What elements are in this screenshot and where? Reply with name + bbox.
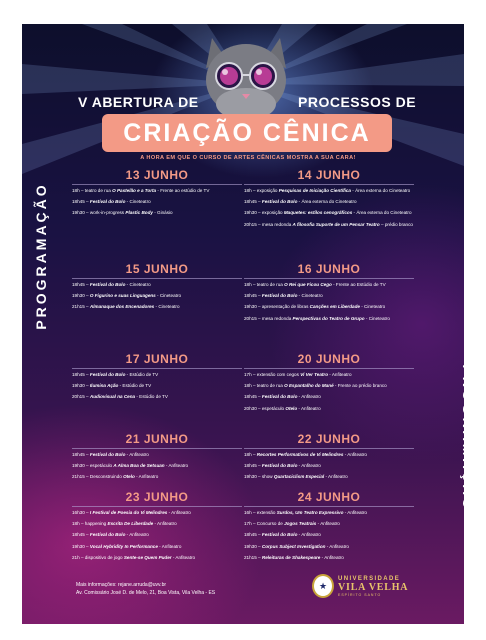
event-location: - Cineteatro xyxy=(155,293,182,299)
event-time: 18h45 – xyxy=(244,199,262,205)
event-item xyxy=(72,372,242,378)
day-title: 20 JUNHO xyxy=(297,352,361,366)
event-location: - Anfiteatro xyxy=(171,554,196,560)
event-location: – prédio branco xyxy=(379,221,413,227)
day-block-21-junho xyxy=(72,432,242,486)
event-item xyxy=(244,188,414,194)
event-location: - Anfiteatro xyxy=(164,463,189,469)
event-time: 18h – xyxy=(244,452,257,457)
day-divider xyxy=(72,278,242,279)
event-item xyxy=(72,521,242,527)
event-title: Perspectivas do Teatro de Grupo xyxy=(292,315,365,321)
event-title: Quartaciclism Especial xyxy=(273,474,325,480)
event-item xyxy=(244,510,414,516)
day-divider xyxy=(244,506,414,507)
event-item xyxy=(244,452,414,458)
event-title: O Pastelão e a Torta xyxy=(112,188,157,193)
event-title: Otelo xyxy=(123,474,135,480)
event-time: 18h45 – xyxy=(72,532,90,538)
event-title: Festival do Bolo xyxy=(261,532,298,538)
event-title: Releituras de Shakespeare xyxy=(261,554,321,560)
event-location: - Área externa do Cineteatro xyxy=(297,199,357,205)
event-time: 19h30 – xyxy=(72,293,90,299)
day-title: 15 JUNHO xyxy=(125,262,189,276)
event-item xyxy=(244,304,414,310)
event-item xyxy=(244,383,414,389)
day-block-24-junho xyxy=(244,490,414,566)
event-time: 19h30 – xyxy=(72,383,90,389)
event-title: Vocal Hybridity In Performance xyxy=(89,543,158,549)
event-location: - Anfiteatro xyxy=(153,521,177,527)
day-divider xyxy=(244,368,414,369)
event-title: Festival do Bolo xyxy=(261,463,298,469)
event-time: 18h45 – xyxy=(244,394,262,400)
event-item xyxy=(72,532,242,538)
event-title: A filosofia Suporte de um Pensar Teatro xyxy=(292,221,380,227)
footer-address: Av. Comissário José D. de Melo, 21, Boa Vista, Vila Velha - ES xyxy=(76,590,216,596)
side-label-left: PROGRAMAÇÃO xyxy=(33,182,49,330)
day-title: 17 JUNHO xyxy=(125,352,189,366)
event-location: - Anfiteatro xyxy=(134,474,159,480)
event-title: Surdos, Um Teatro Expressivo xyxy=(276,510,344,515)
event-time: 18h – exposição xyxy=(244,188,279,193)
event-title: Sente-se Quem Puder xyxy=(123,554,172,560)
event-time: 16h – extensão xyxy=(244,510,277,515)
event-item xyxy=(72,452,242,458)
day-block-14-junho xyxy=(244,168,414,233)
event-location: - Anfiteatro xyxy=(297,532,321,538)
event-item xyxy=(72,510,242,516)
day-block-17-junho xyxy=(72,352,242,406)
event-location: - Anfiteatro xyxy=(343,452,367,457)
header-left-title: V ABERTURA DE xyxy=(78,94,199,110)
event-item xyxy=(244,463,414,469)
event-time: 18h45 – xyxy=(244,463,262,469)
event-location: - Área externa do Cineteatro xyxy=(351,188,411,193)
event-title: Festival do Bolo xyxy=(89,199,126,205)
event-item xyxy=(72,383,242,389)
event-time: 18h – teatro de rua xyxy=(244,383,285,389)
event-item xyxy=(244,532,414,538)
event-item xyxy=(244,555,414,561)
event-item xyxy=(72,199,242,205)
event-location: - Estúdio de TV xyxy=(118,383,152,389)
event-item xyxy=(72,282,242,288)
event-title: Corpus Subject Investigation xyxy=(261,543,326,549)
event-title: Almanaque dos Encenadores xyxy=(89,304,155,310)
day-block-23-junho xyxy=(72,490,242,566)
event-location: - Anfiteatro xyxy=(343,510,367,515)
title-banner xyxy=(102,114,392,152)
event-item xyxy=(244,406,414,412)
event-time: 20h15 – mesa redonda xyxy=(244,221,293,227)
event-title: Jogos Teatrais xyxy=(284,521,317,527)
event-location: - Anfiteatro xyxy=(157,543,182,549)
event-location: - Frente ao prédio branco xyxy=(333,383,387,389)
event-location: - Anfiteatro xyxy=(316,521,340,527)
event-title: Festival do Bolo xyxy=(89,372,126,377)
event-location: - Cineteatro xyxy=(359,304,386,310)
event-time: 18h – happening xyxy=(72,521,108,527)
event-location: - Anfiteatro xyxy=(297,394,321,400)
event-time: 19h30 – xyxy=(72,543,90,549)
event-item xyxy=(244,293,414,299)
event-title: Otelo xyxy=(285,405,298,411)
event-location: - Cineteatro xyxy=(125,282,151,287)
logo-line-3: ESPÍRITO SANTO xyxy=(338,592,382,597)
day-divider xyxy=(72,184,242,185)
day-title: 24 JUNHO xyxy=(297,490,361,504)
event-title: Escrita De Liberdade xyxy=(107,521,154,527)
event-location: - Frente ao Estúdio de TV xyxy=(331,282,386,287)
event-title: O Espantalho do Mané xyxy=(284,383,334,389)
event-item xyxy=(72,293,242,299)
event-item xyxy=(72,555,242,561)
day-block-15-junho xyxy=(72,262,242,316)
event-title: Festival do Bolo xyxy=(89,452,126,457)
header-right-title: PROCESSOS DE xyxy=(298,94,417,110)
event-item xyxy=(244,316,414,322)
event-location: - Cineteatro xyxy=(125,199,151,205)
event-title: O Figurino e suas Linguagens xyxy=(89,293,156,299)
event-title: A Alma Boa de Setsuan xyxy=(113,463,165,469)
university-crest-icon: ★ xyxy=(312,574,334,598)
day-block-22-junho xyxy=(244,432,414,486)
event-time: 17h – extensão com cegos xyxy=(244,372,301,377)
event-time: 20h15 – mesa redonda xyxy=(244,315,293,321)
side-label-right: PROGRAMAÇÃO xyxy=(460,364,476,512)
event-item xyxy=(244,372,414,378)
event-title: Recortes Performativos de Vi Melindres xyxy=(256,452,344,457)
event-location: - Anfiteatro xyxy=(328,372,352,377)
event-time: 18h45 – xyxy=(72,372,90,377)
event-title: I Festival de Poesia do Vi Melindres xyxy=(89,510,168,515)
event-item xyxy=(244,544,414,550)
event-time: 21h15 – xyxy=(244,554,262,560)
event-title: Festival do Bolo xyxy=(89,532,126,538)
event-time: 19h30 – xyxy=(244,543,262,549)
event-time: 18h – teatro de rua xyxy=(72,188,113,193)
event-time: 16h30 – xyxy=(72,510,90,515)
day-divider xyxy=(244,278,414,279)
day-title: 22 JUNHO xyxy=(297,432,361,446)
banner-title: CRIAÇÃO CÊNICA xyxy=(123,118,371,147)
event-title: Audiovisual na Cena xyxy=(89,394,136,400)
event-title: Festival do Bolo xyxy=(89,282,126,287)
event-location: - Anfiteatro xyxy=(297,405,321,411)
event-location: - Anfiteatro xyxy=(324,474,348,480)
event-location: - Frente ao estúdio de TV xyxy=(156,188,210,193)
day-divider xyxy=(72,448,242,449)
event-time: 20h15 – xyxy=(72,394,90,400)
event-item xyxy=(244,282,414,288)
event-title: Vi Ver Teatro xyxy=(300,372,329,377)
event-item xyxy=(244,210,414,216)
event-time: 18h45 – xyxy=(72,199,90,205)
event-time: 18h45 – xyxy=(72,452,90,457)
event-item xyxy=(72,463,242,469)
day-block-13-junho xyxy=(72,168,242,222)
event-time: 21h – dispositivo de jogo xyxy=(72,554,124,560)
event-item xyxy=(72,474,242,480)
event-poster xyxy=(22,24,476,624)
event-location: - Anfiteatro xyxy=(320,554,344,560)
event-location: - Anfiteatro xyxy=(297,463,321,469)
cat-with-sunglasses-image xyxy=(198,28,294,120)
day-divider xyxy=(244,448,414,449)
day-divider xyxy=(72,506,242,507)
event-item xyxy=(72,394,242,400)
event-time: 18h45 – xyxy=(72,282,90,287)
event-item xyxy=(72,210,242,216)
event-title: Canções em Liberdade xyxy=(309,304,360,310)
event-item xyxy=(72,304,242,310)
event-location: - Cineteatro xyxy=(364,315,390,321)
event-time: 20h30 – espetáculo xyxy=(244,405,286,411)
event-item xyxy=(244,474,414,480)
event-location: - Cineteatro xyxy=(154,304,180,310)
footer-info xyxy=(76,581,215,597)
event-time: 21h15 – Desconstruindo xyxy=(72,474,124,480)
event-item xyxy=(72,544,242,550)
logo-line-2: VILA VELHA xyxy=(338,581,409,593)
event-location: - Anfiteatro xyxy=(167,510,191,515)
logo-line-1: UNIVERSIDADE xyxy=(338,575,401,582)
day-divider xyxy=(244,184,414,185)
day-title: 23 JUNHO xyxy=(125,490,189,504)
event-title: Festival do Bolo xyxy=(261,293,298,299)
footer-email: Mais informações: rejane.arruda@uvv.br xyxy=(76,582,167,588)
day-title: 21 JUNHO xyxy=(125,432,189,446)
day-block-16-junho xyxy=(244,262,414,327)
event-time: 18h – teatro de rua xyxy=(244,282,285,287)
event-time: 18h45 – xyxy=(244,532,262,538)
day-block-20-junho xyxy=(244,352,414,417)
event-time: 19h30 – espetáculo xyxy=(72,463,114,469)
event-item xyxy=(244,521,414,527)
event-location: - Anfiteatro xyxy=(125,452,149,457)
event-time: 19h30 – work-in-progress xyxy=(72,210,126,216)
day-title: 14 JUNHO xyxy=(297,168,361,182)
event-item xyxy=(244,394,414,400)
event-location: - Área externa do Cineteatro xyxy=(352,210,412,216)
day-title: 13 JUNHO xyxy=(125,168,189,182)
event-item xyxy=(244,222,414,228)
event-location: - Anfiteatro xyxy=(125,532,149,538)
event-location: - Ginásio xyxy=(152,210,173,216)
event-time: 21h15 – xyxy=(72,304,90,310)
event-time: 18h45 – xyxy=(244,293,262,299)
event-time: 19h30 – exposição xyxy=(244,210,284,216)
event-item xyxy=(244,199,414,205)
event-title: O Rei que Ficou Cego xyxy=(284,282,332,287)
event-title: Ilumina Ação xyxy=(89,383,119,389)
event-title: Maquetes: estilos cenográficos xyxy=(283,210,353,216)
day-title: 16 JUNHO xyxy=(297,262,361,276)
day-divider xyxy=(72,368,242,369)
university-logo xyxy=(312,572,442,600)
event-title: Festival do Bolo xyxy=(261,394,298,400)
event-item xyxy=(72,188,242,194)
event-location: - Estúdio de TV xyxy=(135,394,168,400)
event-title: Pesquisas de Iniciação Científica xyxy=(278,188,351,193)
event-time: 17h – Concurso de xyxy=(244,521,285,527)
subtitle: A HORA EM QUE O CURSO DE ARTES CÊNICAS MOSTRA A SUA CARA! xyxy=(140,155,356,161)
event-location: - Anfiteatro xyxy=(325,543,349,549)
event-location: - Cineteatro xyxy=(297,293,323,299)
event-title: Festival do Bolo xyxy=(261,199,298,205)
event-location: - Estúdio de TV xyxy=(125,372,159,377)
event-title: Plastic Body xyxy=(125,210,153,216)
event-time: 19h30 – apresentação de libras xyxy=(244,304,310,310)
event-time: 19h30 – show xyxy=(244,474,274,480)
